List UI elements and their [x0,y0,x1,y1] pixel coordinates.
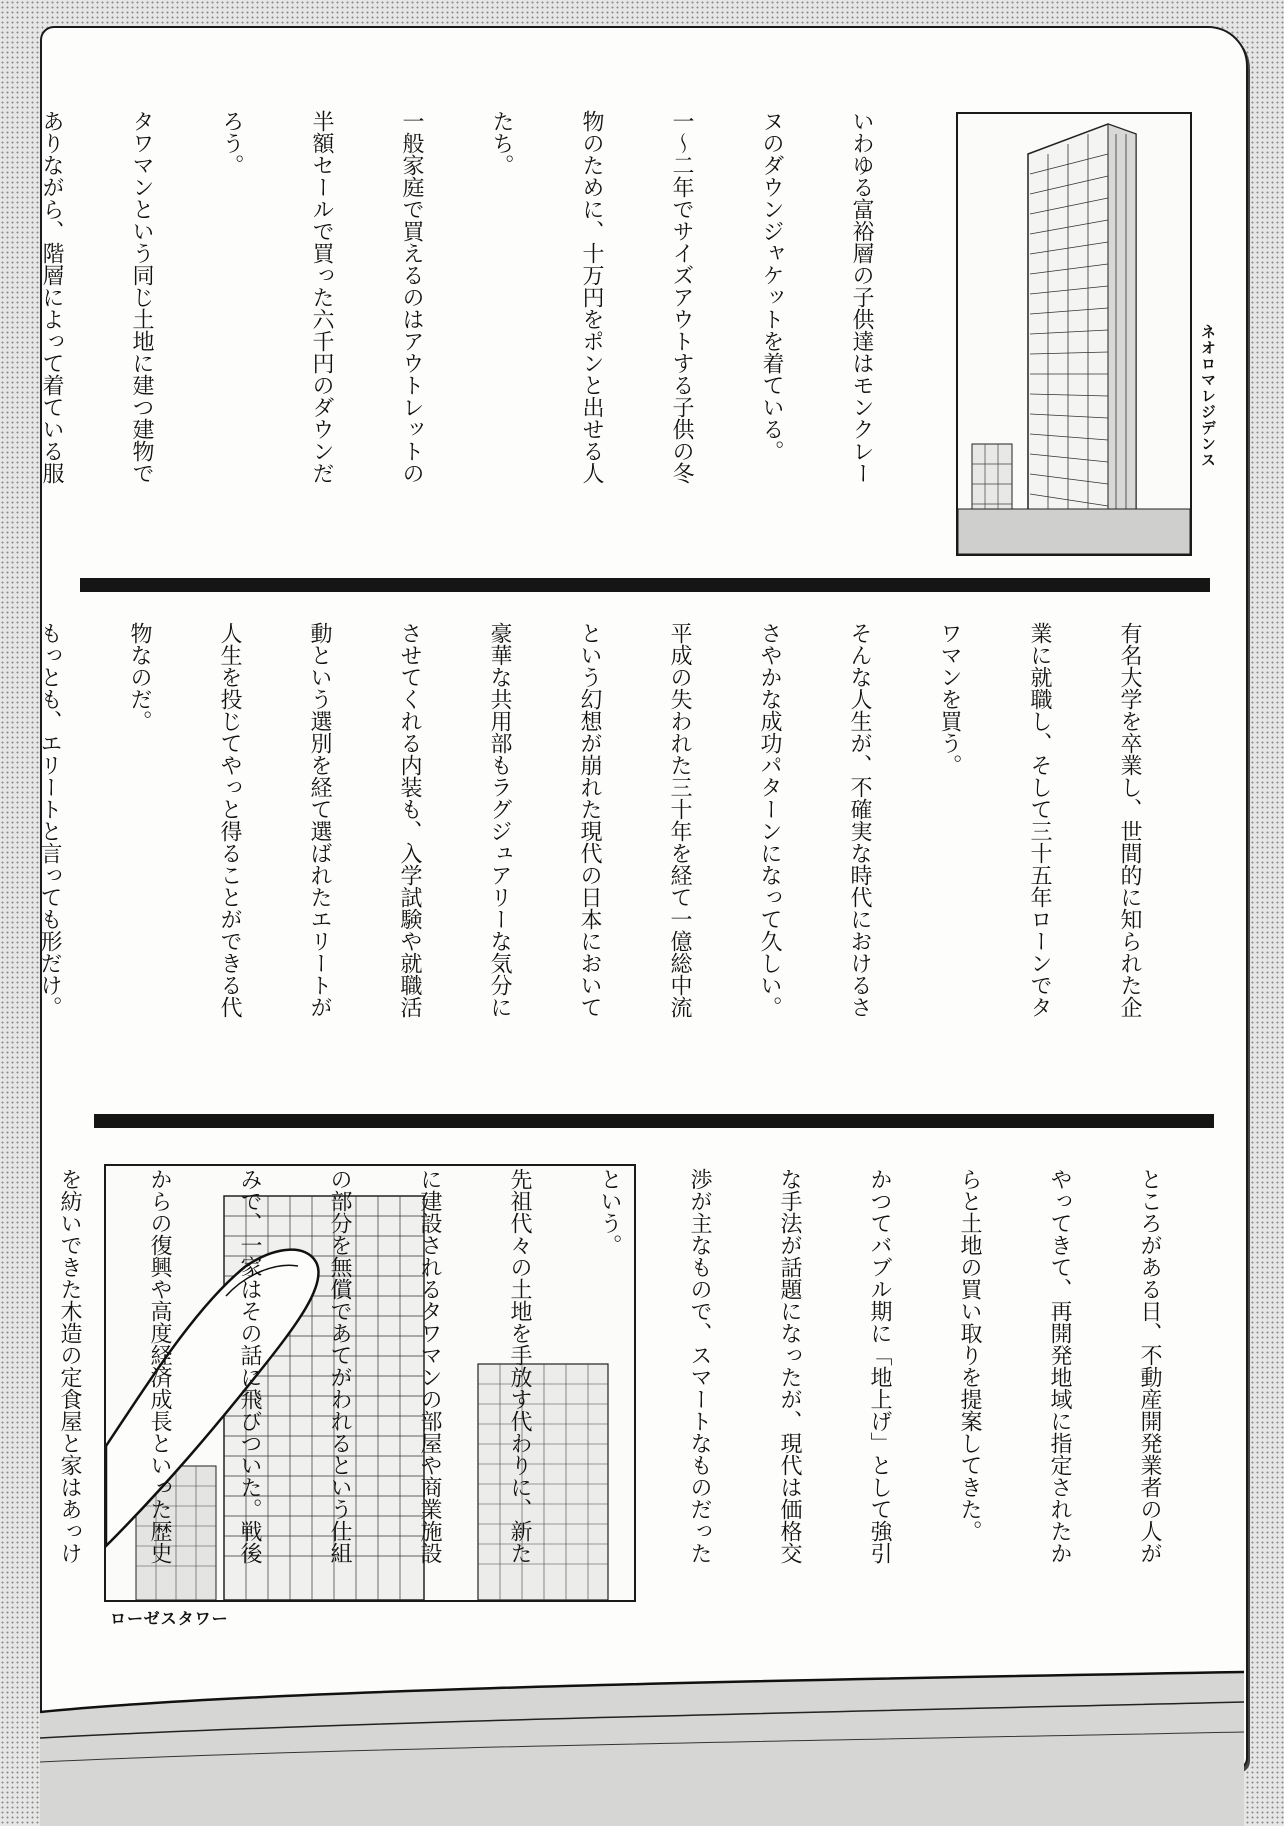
text-line: の部分を無償であてがわれるという仕組 [327,1168,352,1564]
text-line: 先祖代々の土地を手放す代わりに、新た [507,1168,532,1564]
text-line: 一〜二年でサイズアウトする子供の冬 [669,110,694,484]
text-line: という幻想が崩れた現代の日本において [577,622,602,1018]
text-line: させてくれる内装も、入学試験や就職活 [397,622,422,1018]
caption-roses-tower: ローゼスタワー [110,1609,229,1628]
text-line: 人生を投じてやっと得ることができる代 [217,622,242,1018]
text-line: からの復興や高度経済成長といった歴史 [147,1168,172,1564]
text-line: ありながら、階層によって着ている服 [39,110,64,484]
text-line: を紡いできた木造の定食屋と家はあっけ [57,1168,82,1564]
text-line: という。 [597,1168,622,1256]
text-line: な手法が話題になったが、現代は価格交 [777,1168,802,1564]
text-line: そんな人生が、不確実な時代におけるさ [847,622,872,1018]
section-divider-1 [80,578,1210,592]
text-line: ヌのダウンジャケットを着ている。 [759,110,784,462]
text-line: みで、一家はその話に飛びついた。戦後 [237,1168,262,1564]
text-line: 動という選別を経て選ばれたエリートが [307,622,332,1018]
text-line: いわゆる富裕層の子供達はモンクレー [849,110,874,484]
text-line: ワマンを買う。 [937,622,962,776]
text-line: 一般家庭で買えるのはアウトレットの [399,110,424,484]
text-line: さやかな成功パターンになって久しい。 [757,622,782,1018]
text-line: 物のために、十万円をポンと出せる人 [579,110,604,484]
text-line: に建設されるタワマンの部屋や商業施設 [417,1168,442,1564]
text-line: 平成の失われた三十年を経て一億総中流 [667,622,692,1018]
text-line: ろう。 [219,110,244,176]
text-line: たち。 [489,110,514,176]
illustration-neoroma-residence [956,112,1192,556]
text-line: かつてバブル期に「地上げ」として強引 [867,1168,892,1564]
text-line: 物なのだ。 [127,622,152,732]
text-block-2 [37,622,1204,1082]
text-line: 渉が主なもので、スマートなものだった [687,1168,712,1564]
text-line: 有名大学を卒業し、世間的に知られた企 [1117,622,1142,1018]
caption-neoroma-residence: ネオロマレジデンス [1199,324,1217,468]
text-line: 半額セールで買った六千円のダウンだ [309,110,334,484]
page-curl-decoration [40,1652,1244,1826]
text-line: らと土地の買い取りを提案してきた。 [957,1168,982,1542]
text-line: ところがある日、不動産開発業者の人が [1137,1168,1162,1564]
text-line: 業に就職し、そして三十五年ローンでタ [1027,622,1052,1018]
text-line: やってきて、再開発地域に指定されたか [1047,1168,1072,1564]
section-divider-2 [94,1114,1214,1128]
text-line: もっとも、エリートと言っても形だけ。 [37,622,62,1018]
text-line: タワマンという同じ土地に建つ建物で [129,110,154,484]
text-block-1 [39,110,936,570]
text-line: 豪華な共用部もラグジュアリーな気分に [487,622,512,1018]
